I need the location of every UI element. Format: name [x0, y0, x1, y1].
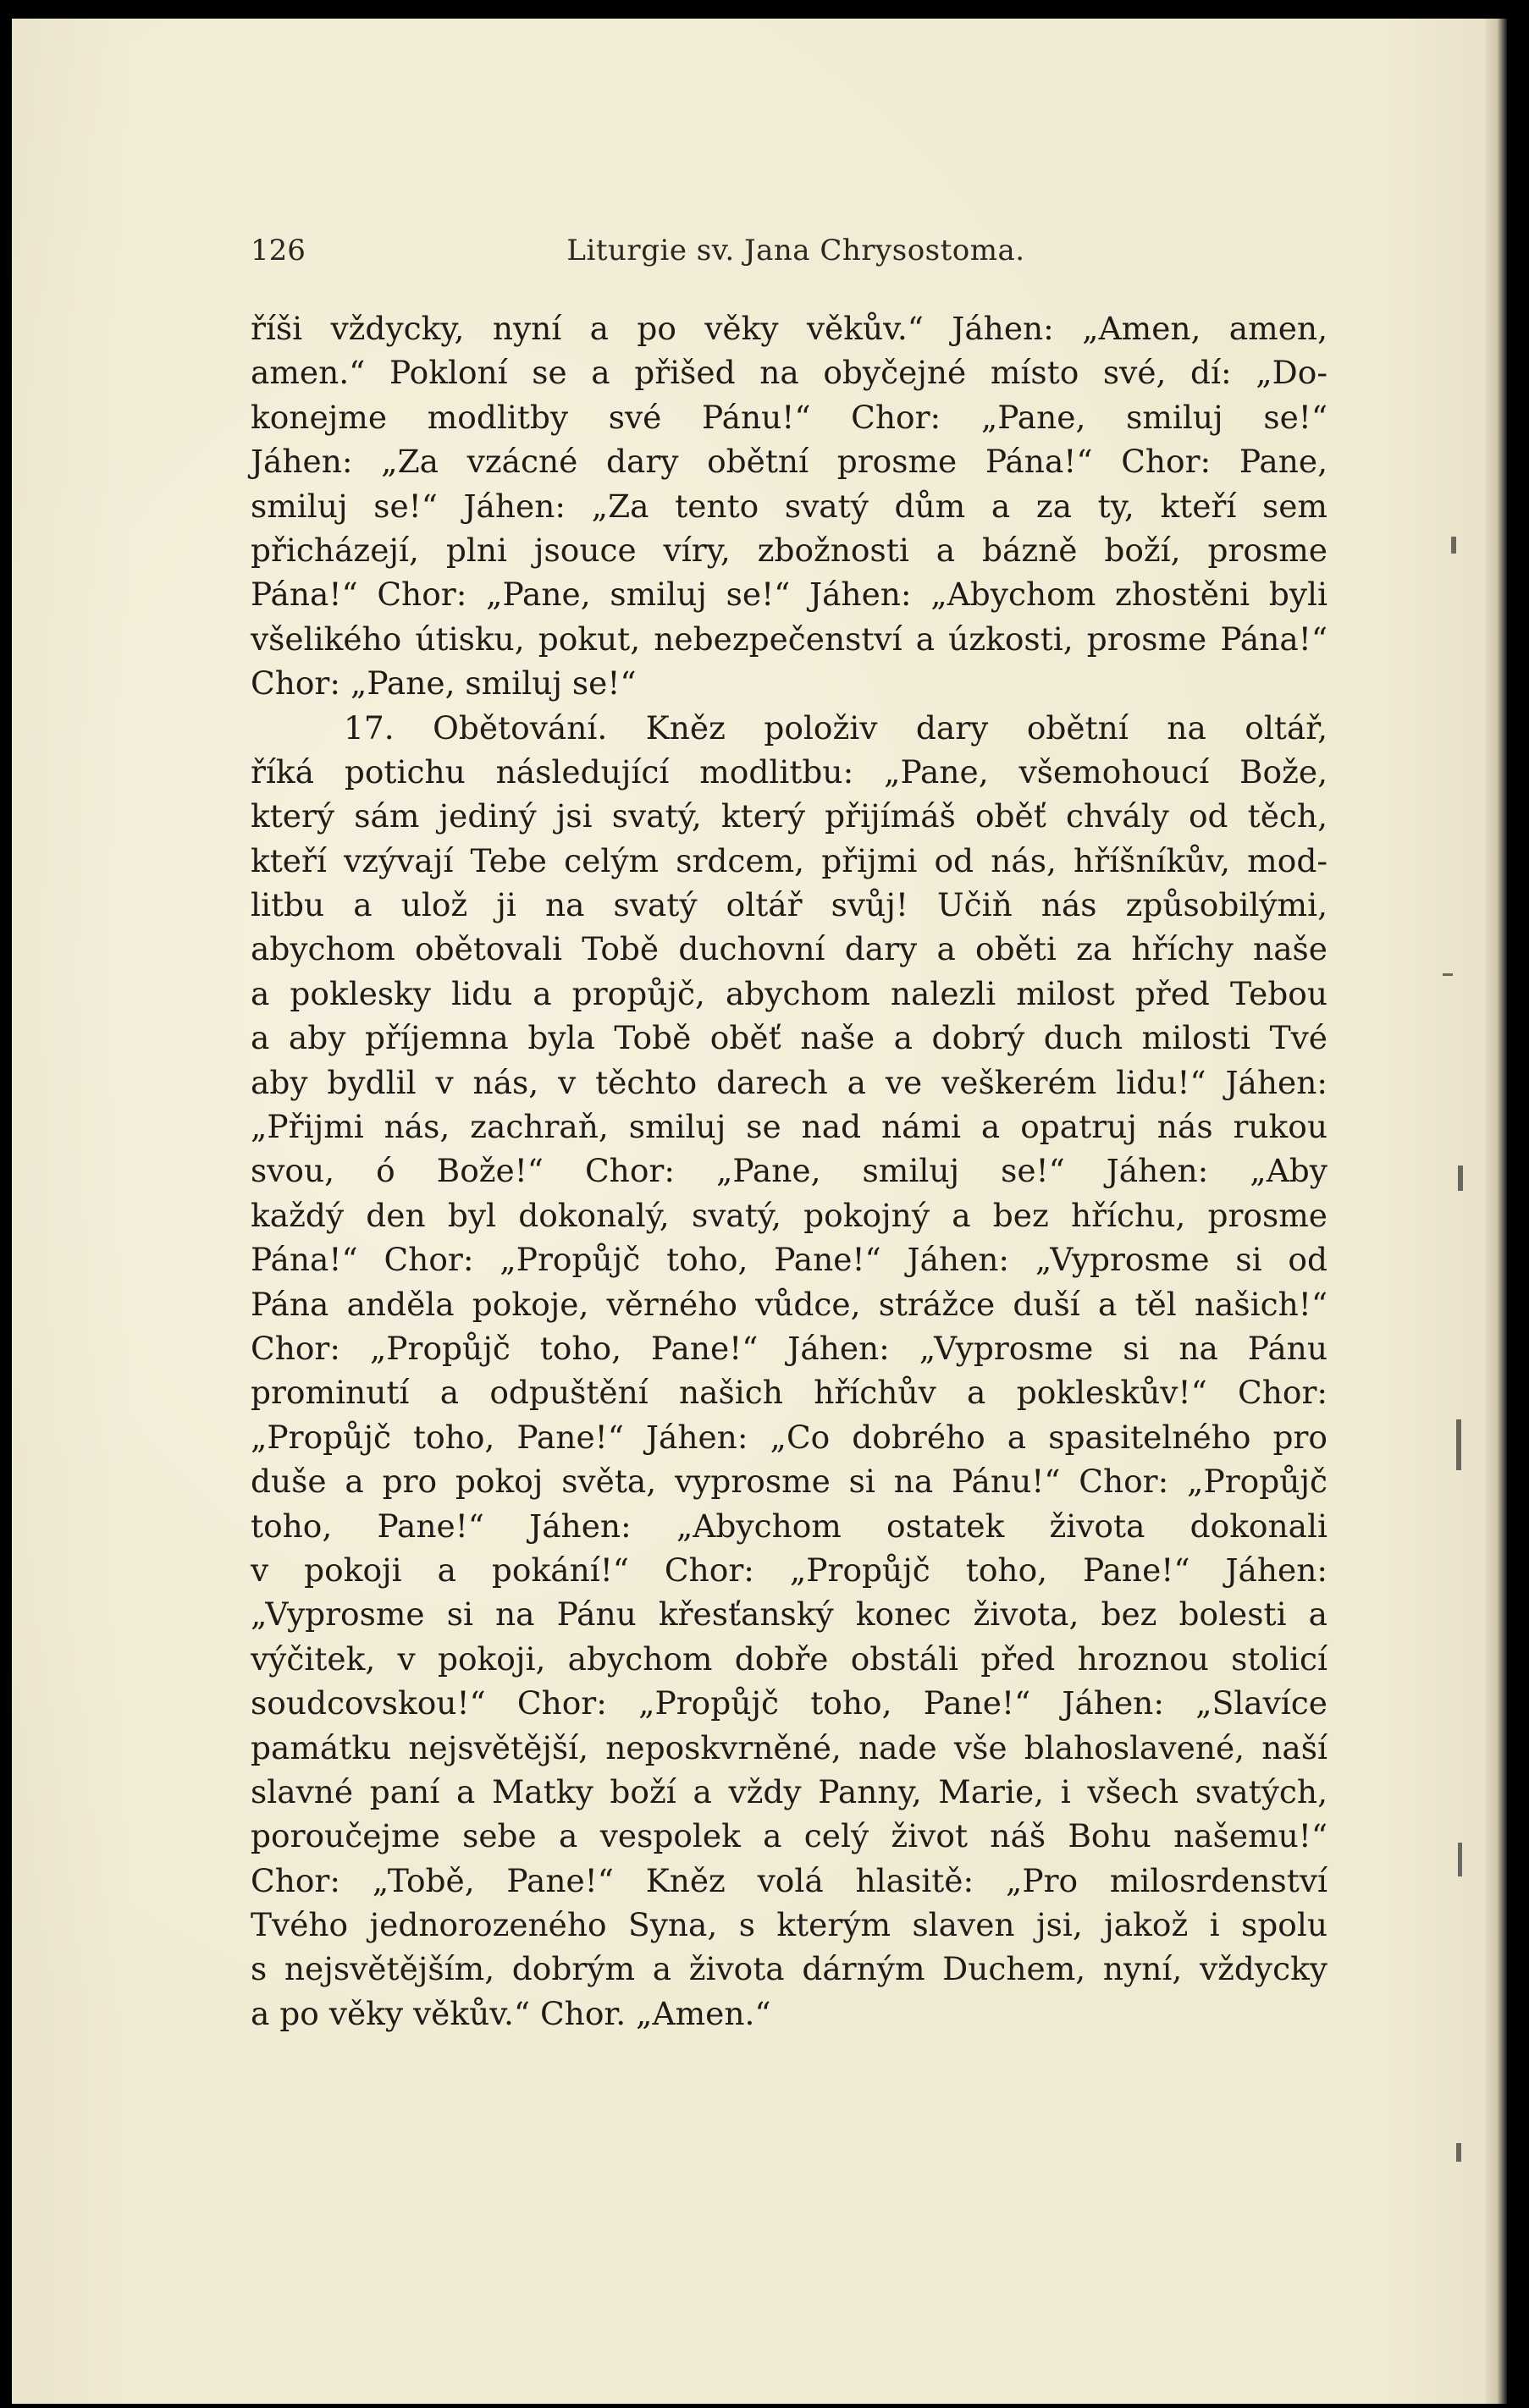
running-header	[251, 227, 1341, 278]
running-title: Liturgie sv. Jana Chrysostoma.	[566, 234, 1025, 267]
text-line: slavné paní a Matky boží a vždy Panny, Marie, i všech svatých,	[251, 1772, 1328, 1810]
text-line: abychom obětovali Tobě duchovní dary a oběti za hříchy naše	[251, 930, 1328, 968]
text-line: který sám jediný jsi svatý, který přijímáš oběť chvály od těch,	[251, 797, 1328, 835]
text-line: duše a pro pokoj světa, vyprosme si na Pánu!“ Chor: „Propůjč	[251, 1463, 1328, 1501]
text-line: Chor: „Tobě, Pane!“ Kněz volá hlasitě: „Pro milosrdenství	[251, 1861, 1328, 1899]
text-line: Tvého jednorozeného Syna, s kterým slaven jsi, jakož i spolu	[251, 1906, 1328, 1944]
text-line: amen.“ Pokloní se a přišed na obyčejné místo své, dí: „Do-	[251, 354, 1328, 392]
margin-mark	[1451, 537, 1456, 554]
text-line: s nejsvětějším, dobrým a života dárným Duchem, nyní, vždycky	[251, 1950, 1328, 1988]
text-line: a aby příjemna byla Tobě oběť naše a dobrý duch milosti Tvé	[251, 1019, 1328, 1057]
text-line: Chor: „Propůjč toho, Pane!“ Jáhen: „Vyprosme si na Pánu	[251, 1329, 1328, 1367]
text-line: soudcovskou!“ Chor: „Propůjč toho, Pane!“ Jáhen: „Slavíce	[251, 1684, 1328, 1722]
text-line: „Propůjč toho, Pane!“ Jáhen: „Co dobrého a spasitelného pro	[251, 1418, 1328, 1456]
text-line: Pána anděla pokoje, věrného vůdce, strážce duší a těl našich!“	[251, 1285, 1328, 1323]
text-line: prominutí a odpuštění našich hříchův a pokleskův!“ Chor:	[251, 1374, 1328, 1412]
text-line: všelikého útisku, pokut, nebezpečenství a úzkosti, prosme Pána!“	[251, 620, 1328, 658]
margin-mark	[1458, 1165, 1463, 1191]
text-line: každý den byl dokonalý, svatý, pokojný a bez hříchu, prosme	[251, 1196, 1328, 1234]
text-line: přicházejí, plni jsouce víry, zbožnosti a bázně boží, prosme	[251, 531, 1328, 569]
margin-mark	[1443, 973, 1453, 976]
margin-mark	[1456, 1419, 1461, 1470]
text-line: Pána!“ Chor: „Pane, smiluj se!“ Jáhen: „Abychom zhostěni byli	[251, 576, 1328, 614]
text-line: „Vyprosme si na Pánu křesťanský konec života, bez bolesti a	[251, 1595, 1328, 1634]
section-heading-line: 17. Obětování. Kněz položiv dary obětní na oltář,	[344, 708, 1328, 747]
text-line: Chor: „Pane, smiluj se!“	[251, 664, 637, 703]
text-line: říká potichu následující modlitbu: „Pane, všemohoucí Bože,	[251, 752, 1328, 791]
page-number: 126	[251, 234, 306, 267]
text-line: kteří vzývají Tebe celým srdcem, přijmi od nás, hříšníkův, mod-	[251, 841, 1328, 879]
margin-mark	[1458, 1843, 1462, 1876]
text-line: výčitek, v pokoji, abychom dobře obstáli před hroznou stolicí	[251, 1639, 1328, 1678]
text-line: památku nejsvětější, neposkvrněné, nade vše blahoslavené, naší	[251, 1728, 1328, 1766]
text-line: smiluj se!“ Jáhen: „Za tento svatý dům a za ty, kteří sem	[251, 487, 1328, 525]
margin-mark	[1456, 2143, 1461, 2162]
text-line: aby bydlil v nás, v těchto darech a ve veškerém lidu!“ Jáhen:	[251, 1063, 1328, 1101]
text-line: svou, ó Bože!“ Chor: „Pane, smiluj se!“ Jáhen: „Aby	[251, 1152, 1328, 1190]
text-line: v pokoji a pokání!“ Chor: „Propůjč toho, Pane!“ Jáhen:	[251, 1551, 1328, 1589]
text-line: Pána!“ Chor: „Propůjč toho, Pane!“ Jáhen: „Vyprosme si od	[251, 1241, 1328, 1279]
text-line: říši vždycky, nyní a po věky věkův.“ Jáhen: „Amen, amen,	[251, 310, 1328, 347]
text-line: a poklesky lidu a propůjč, abychom nalezli milost před Tebou	[251, 974, 1328, 1012]
body-text	[251, 306, 1328, 2036]
text-line: litbu a ulož ji na svatý oltář svůj! Učiň nás způsobilými,	[251, 886, 1328, 924]
text-line: toho, Pane!“ Jáhen: „Abychom ostatek života dokonali	[251, 1507, 1328, 1545]
text-line: poroučejme sebe a vespolek a celý život náš Bohu našemu!“	[251, 1817, 1328, 1855]
page-edge	[1485, 19, 1507, 2404]
text-line: konejme modlitby své Pánu!“ Chor: „Pane, smiluj se!“	[251, 398, 1328, 436]
text-line: Jáhen: „Za vzácné dary obětní prosme Pána!“ Chor: Pane,	[251, 443, 1328, 481]
text-line: „Přijmi nás, zachraň, smiluj se nad námi a opatruj nás rukou	[251, 1108, 1328, 1146]
text-line: a po věky věkův.“ Chor. „Amen.“	[251, 1994, 771, 2032]
